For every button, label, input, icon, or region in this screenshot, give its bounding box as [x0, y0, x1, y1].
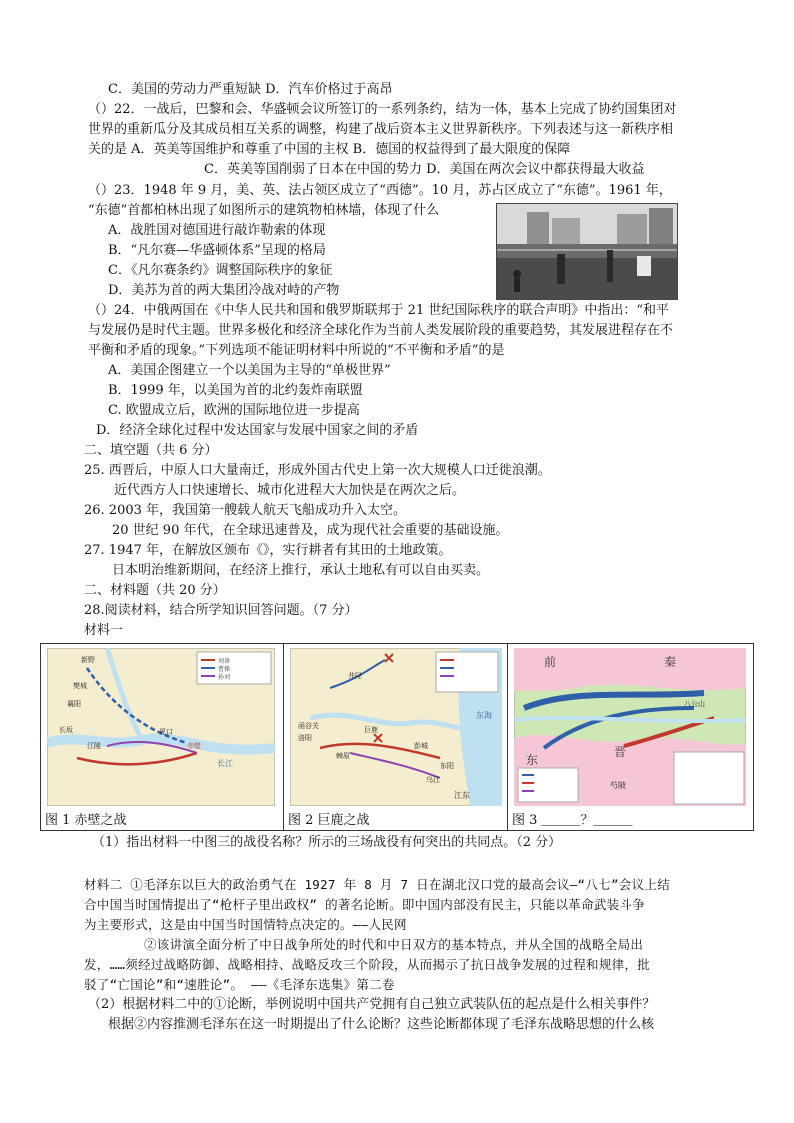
map-chibi-drawing — [47, 648, 275, 806]
map1-xiangyang: 襄阳 — [67, 700, 81, 708]
q27-line-1: 27. 1947 年，在解放区颁布《》，实行耕者有其田的土地政策。 — [84, 543, 452, 558]
q26-line-1: 26. 2003 年，我国第一艘载人航天飞船成功升入太空。 — [84, 503, 407, 518]
berlin-wall-photo — [496, 203, 678, 300]
q24-stem-2: 与发展仍是时代主题。世界多极化和经济全球化作为当前人类发展阶段的重要趋势，其发展进程存在不 — [88, 323, 674, 338]
q22-stem-2: 世界的重新瓜分及其成员相互关系的调整，构建了战后资本主义世界新秩序。下列表述与这一新秩序相 — [88, 122, 674, 137]
q25-line-2: 近代西方人口快速增长、城市化进程大大加快是在两次之后。 — [114, 483, 466, 498]
q26-line-2: 20 世纪 90 年代，在全球迅速普及，成为现代社会重要的基础设施。 — [112, 523, 509, 538]
map2-wujiang: 乌江 — [426, 776, 440, 784]
q23-option-a: A．战胜国对德国进行敲诈勒索的体现 — [108, 223, 326, 238]
map3-bagongshan: 八公山 — [684, 700, 705, 708]
map2-julu: 巨鹿 — [364, 726, 378, 734]
map3-qin: 秦 — [664, 655, 677, 669]
map2-caption: 图 2 巨鹿之战 — [288, 813, 370, 828]
map-julu — [284, 644, 508, 830]
q27-line-2: 日本明治维新期间，在经济上推行，承认土地私有可以自由买卖。 — [112, 563, 490, 578]
q23-stem-2: “东德”首都柏林出现了如图所示的建筑物柏林墙，体现了什么 — [88, 203, 440, 218]
map1-xiakou: 夏口 — [159, 728, 173, 736]
q22-options-ab: 关的是 A．英美等国维护和尊重了中国的主权 B．德国的权益得到了最大限度的保障 — [88, 142, 571, 157]
q28-sub2: （2）根据材料二中的①论断，举例说明中国共产党拥有自己独立武装队伍的起点是什么相关事件？ — [88, 997, 656, 1012]
material-two-line-2: 合中国当时国情提出了“枪杆子里出政权” 的著名论断。即中国内部没有民主，只能以革命武装斗争 — [84, 897, 646, 912]
section-fill-in-title: 二、填空题（共 6 分） — [84, 443, 218, 458]
material-two-line-3: 为主要形式，这是由中国当时国情特点决定的。——人民网 — [84, 917, 407, 932]
map-julu-drawing — [290, 648, 502, 806]
berlin-wall-photo-drawing — [497, 204, 677, 299]
q24-option-b: B．1999 年，以美国为首的北约轰炸南联盟 — [108, 383, 363, 398]
map1-chibi: 赤壁 — [187, 742, 201, 750]
map2-jiyuan: 棘原 — [336, 752, 350, 760]
map1-caption: 图 1 赤壁之战 — [45, 813, 127, 828]
map1-changban: 长坂 — [59, 726, 73, 734]
map1-river: 长江 — [217, 759, 233, 768]
material-two-line-5: 发，……须经过战略防御、战略相持、战略反攻三个阶段，从而揭示了抗日战争发展的过程和规律，批 — [84, 957, 651, 972]
map2-jiangdong: 江东 — [454, 791, 470, 800]
q21-options-cd: C．美国的劳动力严重短缺 D．汽车价格过于高昂 — [108, 82, 393, 97]
map2-jingxing: 井陉 — [348, 672, 362, 680]
map2-dongyang: 东阳 — [440, 762, 454, 770]
map1-legend-3: 孙刘 — [218, 674, 231, 681]
q23-stem: （）23．1948 年 9 月，美、英、法占领区成立了“西德”。10 月，苏占区成立了“东德”。1961 年， — [88, 183, 672, 198]
q23-option-b: B．“凡尔赛—华盛顿体系”呈现的格局 — [108, 243, 326, 258]
map2-luoyang: 洛阳 — [298, 734, 312, 742]
map-feishui — [508, 644, 753, 830]
q24-option-d: D．经济全球化过程中发达国家与发展中国家之间的矛盾 — [96, 423, 419, 438]
map1-fancheng: 樊城 — [73, 682, 87, 690]
map2-hanguguan: 函谷关 — [298, 722, 319, 730]
q22-options-cd: C．英美等国削弱了日本在中国的势力 D．美国在两次会议中都获得最大收益 — [204, 162, 645, 177]
map2-donghai: 东海 — [476, 711, 492, 720]
q24-option-c: C. 欧盟成立后，欧洲的国际地位进一步提高 — [108, 403, 360, 418]
map2-pengcheng: 彭城 — [414, 742, 428, 750]
material-two-line-6: 驳了“亡国论”和“速胜论”。 ——《毛泽东选集》第二卷 — [84, 977, 395, 992]
map3-caption: 图 3 ＿＿＿？＿＿＿ — [512, 813, 633, 828]
q25-line-1: 25. 西晋后，中原人口大量南迁，形成外国古代史上第一次大规模人口迁徙浪潮。 — [84, 463, 551, 478]
map1-jiangling: 江陵 — [87, 742, 101, 750]
q28-stem: 28.阅读材料，结合所学知识回答问题。（7 分） — [84, 603, 358, 618]
material-two-line-1: 材料二 ①毛泽东以巨大的政治勇气在 1927 年 8 月 7 日在湖北汉口党的最高会议—“八七”会议上结 — [84, 877, 671, 892]
q28-sub2-cont: 根据②内容推测毛泽东在这一时期提出了什么论断？这些论断都体现了毛泽东战略思想的什么核 — [108, 1017, 655, 1032]
map3-dong: 东 — [526, 753, 539, 767]
q24-option-a: A．美国企图建立一个以美国为主导的“单极世界” — [108, 363, 391, 378]
map3-qian: 前 — [544, 655, 557, 669]
material-two-line-4: ②该讲演全面分析了中日战争所处的时代和中日双方的基本特点，并从全国的战略全局出 — [144, 937, 644, 952]
map3-jin: 晋 — [614, 745, 627, 759]
q23-option-c: C．《凡尔赛条约》调整国际秩序的象征 — [108, 263, 333, 278]
battle-maps-panel — [40, 643, 754, 831]
map1-legend-1: 刘备 — [218, 658, 231, 665]
map1-xinye: 新野 — [81, 656, 95, 664]
map1-legend-2: 曹操 — [218, 666, 231, 673]
map3-shaobei: 芍陂 — [610, 781, 626, 790]
material-one-label: 材料一 — [84, 623, 124, 638]
q24-stem: （）24．中俄两国在《中华人民共和国和俄罗斯联邦于 21 世纪国际秩序的联合声明》中指出：“和平 — [88, 303, 669, 318]
q22-stem: （）22．一战后，巴黎和会、华盛顿会议所签订的一系列条约，结为一体，基本上完成了协约国集团对 — [88, 102, 677, 117]
q23-option-d: D．美苏为首的两大集团冷战对峙的产物 — [108, 283, 340, 298]
map-feishui-drawing — [514, 648, 746, 806]
q28-sub1: （1）指出材料一中图三的战役名称？所示的三场战役有何突出的共同点。（2 分） — [92, 835, 562, 850]
map-chibi — [41, 644, 284, 830]
q24-stem-3: 平衡和矛盾的现象。”下列选项不能证明材料中所说的“不平衡和矛盾”的是 — [88, 343, 505, 358]
section-material-title: 二、材料题（共 20 分） — [84, 583, 226, 598]
